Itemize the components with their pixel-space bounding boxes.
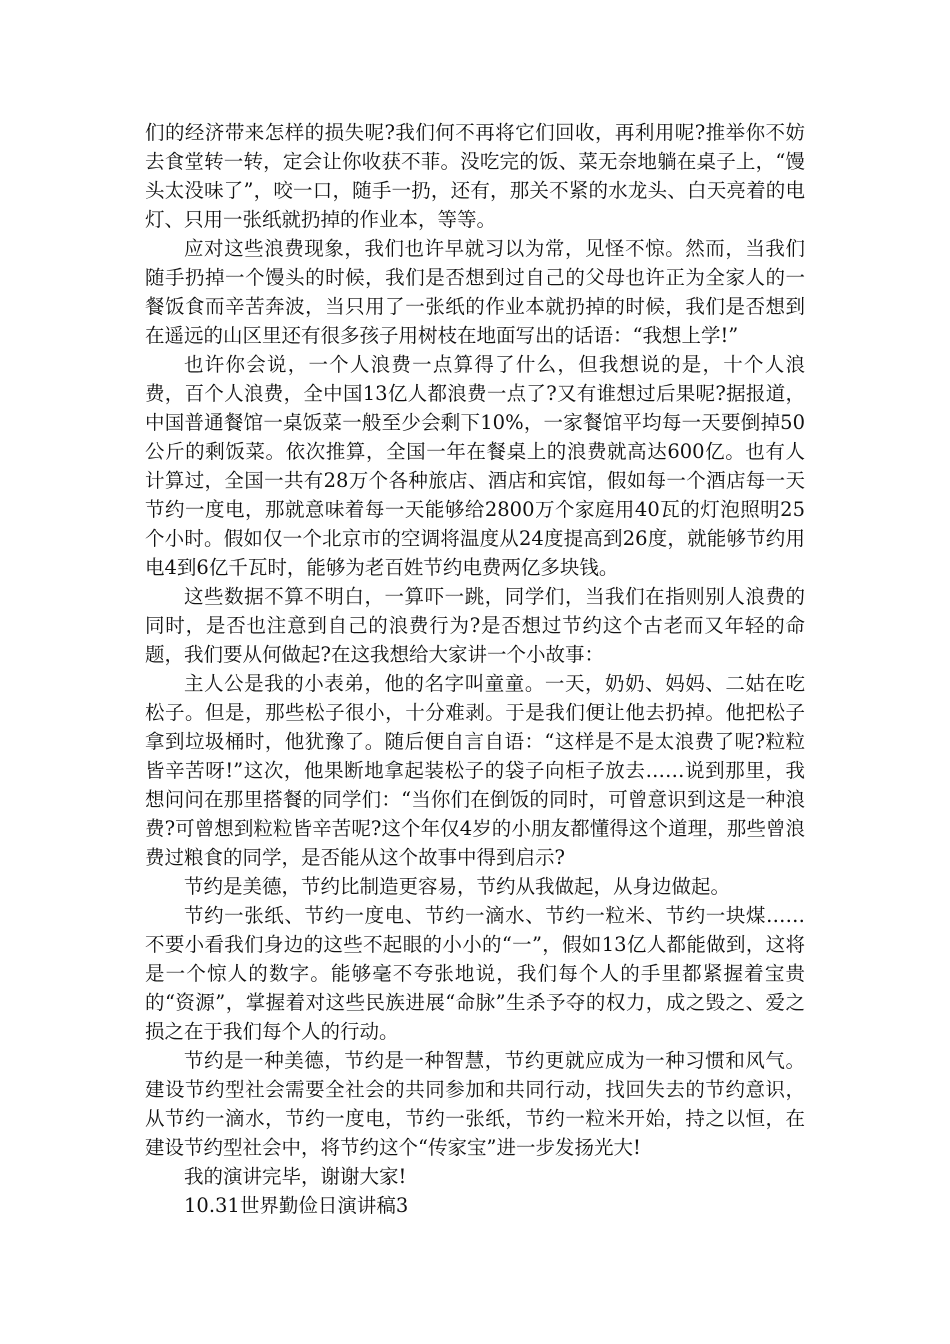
- paragraph: 节约是一种美德，节约是一种智慧，节约更就应成为一种习惯和风气。建设节约型社会需要全社会的共同参加和共同行动，找回失去的节约意识，从节约一滴水，节约一度电，节约一张纸，节约一粒米开始，持之以恒，在建设节约型社会中，将节约这个“传家宝”进一步发扬光大!: [145, 1049, 805, 1159]
- paragraph: 节约是美德，节约比制造更容易，节约从我做起，从身边做起。: [184, 875, 731, 898]
- document-page: [145, 118, 805, 1220]
- paragraph: 也许你会说，一个人浪费一点算得了什么，但我想说的是，十个人浪费，百个人浪费，全中国13亿人都浪费一点了?又有谁想过后果呢?据报道，中国普通餐馆一桌饭菜一般至少会剩下10%，一家餐馆平均每一天要倒掉50公斤的剩饭菜。依次推算，全国一年在餐桌上的浪费就高达600亿。也有人计算过，全国一共有28万个各种旅店、酒店和宾馆，假如每一个酒店每一天节约一度电，那就意味着每一天能够给2800万个家庭用40瓦的灯泡照明25个小时。假如仅一个北京市的空调将温度从24度提高到26度，就能够节约用电4到6亿千瓦时，能够为老百姓节约电费两亿多块钱。: [145, 353, 805, 579]
- paragraph: 节约一张纸、节约一度电、节约一滴水、节约一粒米、节约一块煤……不要小看我们身边的这些不起眼的小小的“一”，假如13亿人都能做到，这将是一个惊人的数字。能够毫不夸张地说，我们每个人的手里都紧握着宝贵的“资源”，掌握着对这些民族进展“命脉”生杀予夺的权力，成之毁之、爱之损之在于我们每个人的行动。: [145, 904, 805, 1043]
- paragraph: 应对这些浪费现象，我们也许早就习以为常，见怪不惊。然而，当我们随手扔掉一个馒头的时候，我们是否想到过自己的父母也许正为全家人的一餐饭食而辛苦奔波，当只用了一张纸的作业本就扔掉的时候，我们是否想到在遥远的山区里还有很多孩子用树枝在地面写出的话语：“我想上学!”: [145, 237, 805, 347]
- next-section-title: 10.31世界勤俭日演讲稿3: [184, 1194, 409, 1217]
- paragraph-continued: 们的经济带来怎样的损失呢?我们何不再将它们回收，再利用呢?推举你不妨去食堂转一转，定会让你收获不菲。没吃完的饭、菜无奈地躺在桌子上，“馒头太没味了”，咬一口，随手一扔，还有，那关不紧的水龙头、白天亮着的电灯、只用一张纸就扔掉的作业本，等等。: [145, 121, 805, 231]
- paragraph: 这些数据不算不明白，一算吓一跳，同学们，当我们在指则别人浪费的同时，是否也注意到自己的浪费行为?是否想过节约这个古老而又年轻的命题，我们要从何做起?在这我想给大家讲一个小故事：: [145, 585, 805, 666]
- paragraph: 主人公是我的小表弟，他的名字叫童童。一天，奶奶、妈妈、二姑在吃松子。但是，那些松子很小，十分难剥。于是我们便让他去扔掉。他把松子拿到垃圾桶时，他犹豫了。随后便自言自语：“这样是不是太浪费了呢?粒粒皆辛苦呀!”这次，他果断地拿起装松子的袋子向柜子放去……说到那里，我想问问在那里搭餐的同学们：“当你们在倒饭的同时，可曾意识到这是一种浪费?可曾想到粒粒皆辛苦呢?这个年仅4岁的小朋友都懂得这个道理，那些曾浪费过粮食的同学，是否能从这个故事中得到启示?: [145, 672, 805, 869]
- closing-line: 我的演讲完毕，谢谢大家!: [184, 1165, 407, 1188]
